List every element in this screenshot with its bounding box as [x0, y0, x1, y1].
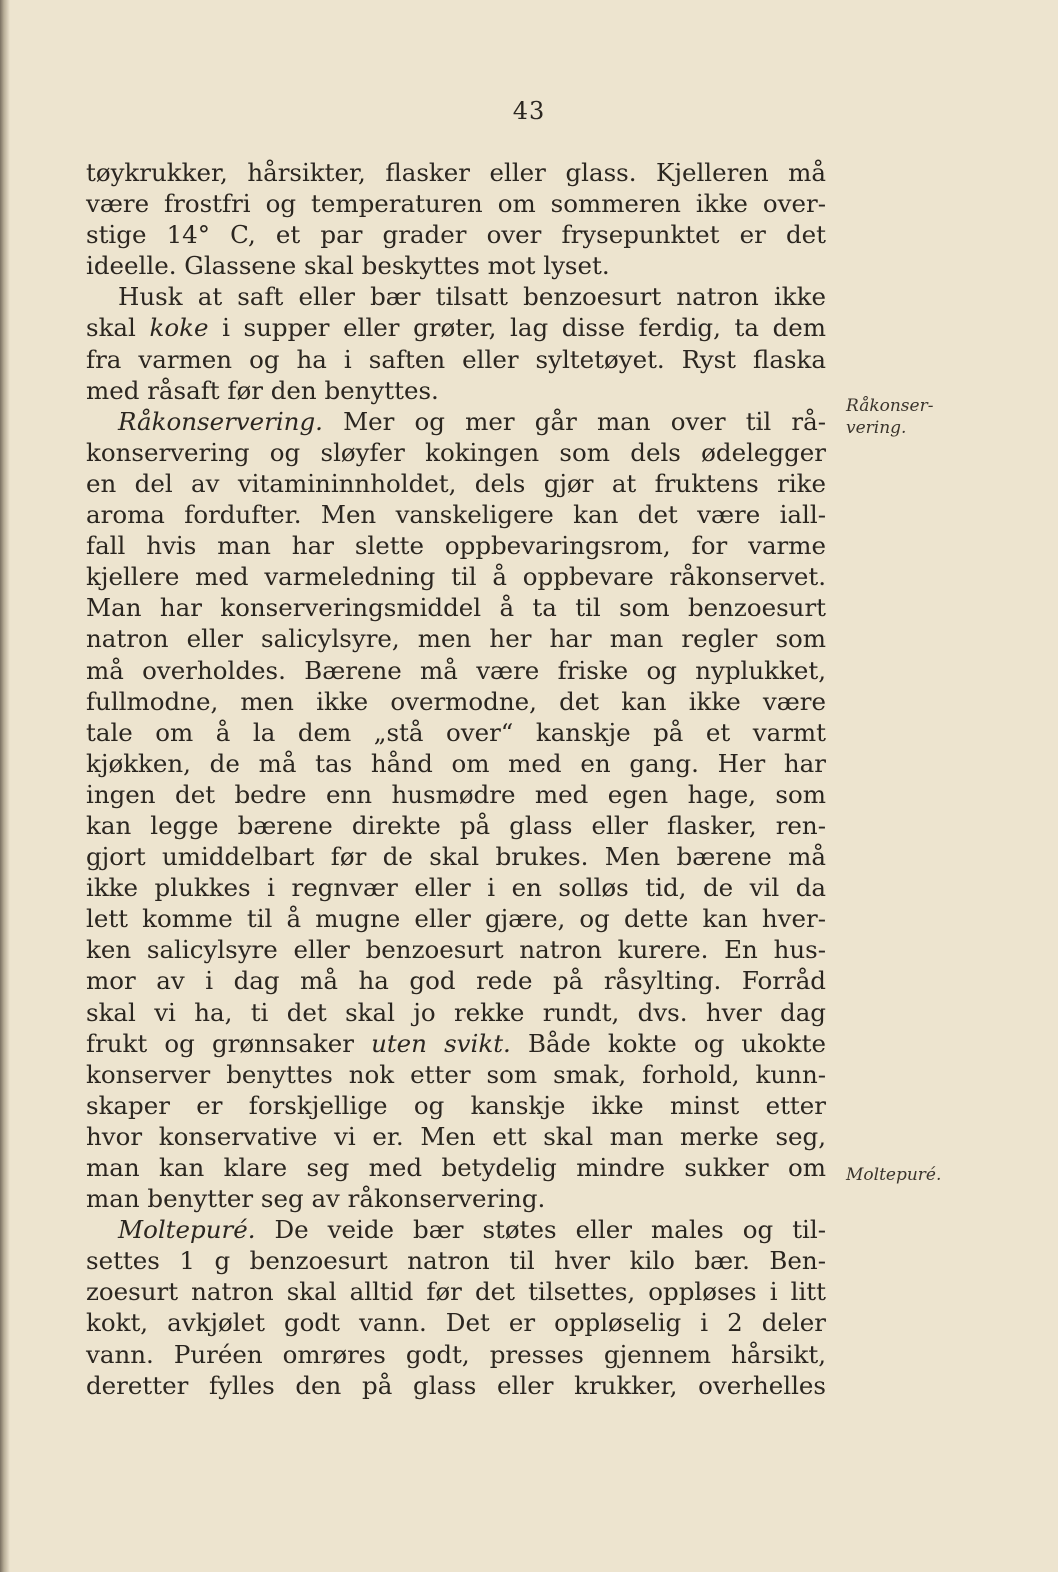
- text-line: [86, 1028, 826, 1059]
- text-line: ingen det bedre enn husmødre med egen hage, som: [86, 779, 826, 809]
- emphasis-uten-svikt: uten svikt.: [371, 1028, 511, 1058]
- text-line: skaper er forskjellige og kanskje ikke minst etter: [86, 1090, 826, 1120]
- body-text: [86, 157, 826, 1401]
- text-line: må overholdes. Bærene må være friske og nyplukket,: [86, 655, 826, 685]
- text-line: kjøkken, de må tas hånd om med en gang. Her har: [86, 748, 826, 778]
- text-line: ikke plukkes i regnvær eller i en solløs tid, de vil da: [86, 873, 826, 903]
- margin-note-line: vering.: [846, 418, 907, 438]
- text-line: kokt, avkjølet godt vann. Det er oppløselig i 2 deler: [86, 1308, 826, 1338]
- text-line: stige 14° C, et par grader over frysepunktet er det: [86, 220, 826, 250]
- section-heading-rakonservering: Råkonservering.: [118, 406, 323, 436]
- text-fragment: frukt og grønnsaker: [86, 1028, 372, 1058]
- text-line: Man har konserveringsmiddel å ta til som benzoesurt: [86, 593, 826, 623]
- emphasis-koke: koke: [149, 313, 209, 343]
- text-line: fra varmen og ha i saften eller syltetøyet. Ryst flaska: [86, 344, 826, 374]
- text-line: skal vi ha, ti det skal jo rekke rundt, dvs. hver dag: [86, 997, 826, 1027]
- text-line: tale om å la dem „stå over“ kanskje på et varmt: [86, 717, 826, 747]
- section-heading-line-moltepure: [86, 1214, 826, 1245]
- margin-note-line: Moltepuré.: [846, 1165, 942, 1185]
- text-line: tøykrukker, hårsikter, flasker eller glass. Kjelleren må: [86, 158, 826, 187]
- margin-note-rakonservering: [846, 395, 966, 439]
- text-line: aroma fordufter. Men vanskeligere kan det være iall-: [86, 500, 826, 530]
- text-fragment: De veide bær støtes eller males og til-: [255, 1215, 826, 1245]
- text-line: med råsaft før den benyttes.: [86, 375, 439, 405]
- text-line: settes 1 g benzoesurt natron til hver kilo bær. Ben-: [86, 1246, 826, 1276]
- text-fragment: Mer og mer går man over til rå-: [322, 406, 826, 436]
- text-fragment: skal: [86, 313, 150, 343]
- text-line: man kan klare seg med betydelig mindre sukker om: [86, 1153, 826, 1182]
- paragraph-start-line: Husk at saft eller bær tilsatt benzoesurt natron ikke: [118, 282, 826, 312]
- text-line: natron eller salicylsyre, men her har man regler som: [86, 624, 826, 654]
- margin-note-line: Råkonser-: [846, 396, 934, 416]
- text-line: zoesurt natron skal alltid før det tilsettes, oppløses i litt: [86, 1277, 826, 1307]
- text-line: fullmodne, men ikke overmodne, det kan ikke være: [86, 686, 826, 716]
- text-line: [86, 312, 826, 343]
- page-binding-edge: [0, 0, 10, 1572]
- text-line: gjort umiddelbart før de skal brukes. Men bærene må: [86, 842, 826, 872]
- text-line: vann. Puréen omrøres godt, presses gjennem hårsikt,: [86, 1339, 826, 1369]
- margin-note-moltepure: [846, 1164, 966, 1186]
- text-line: fall hvis man har slette oppbevaringsrom, for varme: [86, 531, 826, 561]
- text-line: være frostfri og temperaturen om sommeren ikke over-: [86, 189, 826, 219]
- text-fragment: Både kokte og ukokte: [510, 1028, 826, 1058]
- section-heading-line-rakonservering: [86, 406, 826, 437]
- section-heading-moltepure: Moltepuré.: [118, 1215, 256, 1245]
- text-fragment: i supper eller grøter, lag disse ferdig, ta dem: [208, 313, 826, 343]
- text-line: konservering og sløyfer kokingen som dels ødelegger: [86, 437, 826, 467]
- page-number: 43: [512, 97, 546, 125]
- text-line: en del av vitamininnholdet, dels gjør at fruktens rike: [86, 468, 826, 498]
- text-line: ideelle. Glassene skal beskyttes mot lyset.: [86, 251, 610, 281]
- text-line: ken salicylsyre eller benzoesurt natron kurere. En hus-: [86, 935, 826, 965]
- text-line: kjellere med varmeledning til å oppbevare råkonservet.: [86, 562, 826, 592]
- text-line: mor av i dag må ha god rede på råsylting. Forråd: [86, 966, 826, 996]
- text-line: kan legge bærene direkte på glass eller flasker, ren-: [86, 810, 826, 840]
- text-line: konserver benyttes nok etter som smak, forhold, kunn-: [86, 1059, 826, 1089]
- text-line: hvor konservative vi er. Men ett skal man merke seg,: [86, 1121, 826, 1151]
- text-line: deretter fylles den på glass eller krukker, overhelles: [86, 1370, 826, 1400]
- text-line: man benytter seg av råkonservering.: [86, 1184, 546, 1214]
- text-line: lett komme til å mugne eller gjære, og dette kan hver-: [86, 904, 826, 934]
